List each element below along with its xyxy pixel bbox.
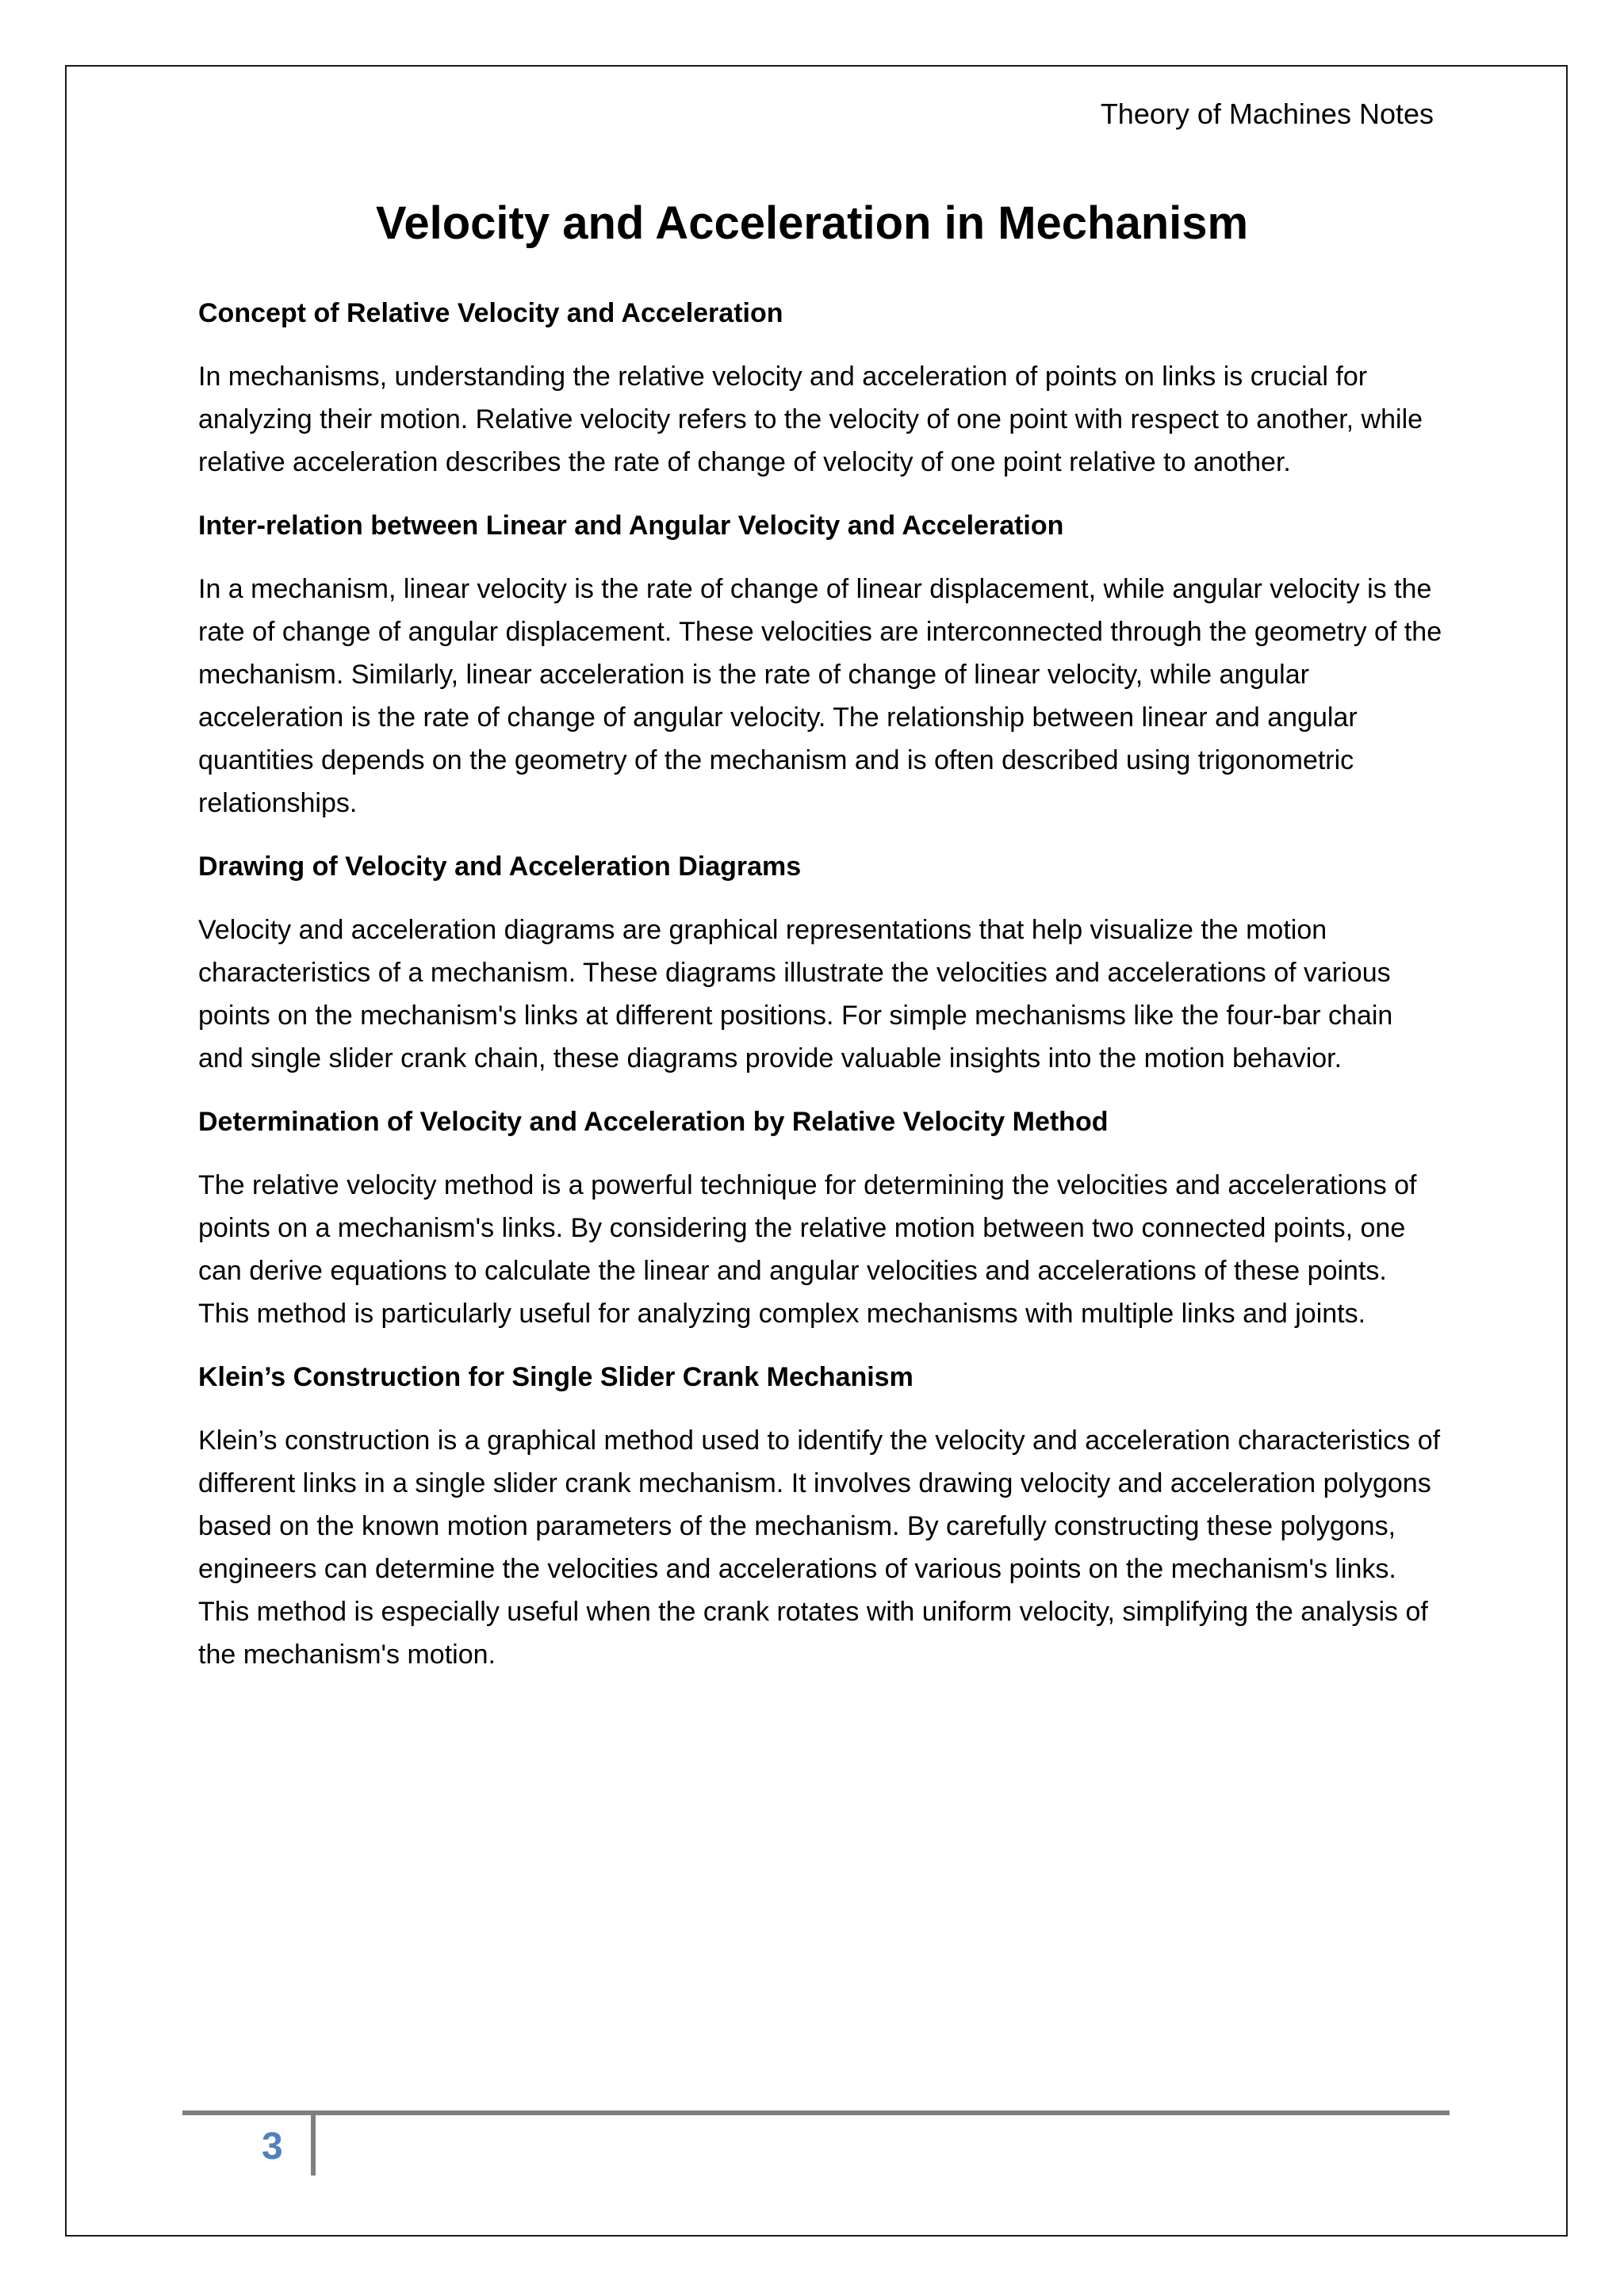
running-header: Theory of Machines Notes xyxy=(1100,98,1434,130)
section-paragraph: Klein’s construction is a graphical method used to identify the velocity and acceleration characteristics of different links in a single slider crank mechanism. It involves drawing velocity and acceleration polygons based on the known motion parameters of the mechanism. By carefully constructing these polygons, engineers can determine the velocities and accelerations of various points on the mechanism's links. This method is especially useful when the crank rotates with uniform velocity, simplifying the analysis of the mechanism's motion. xyxy=(198,1425,1441,1670)
section-relative-velocity-method xyxy=(198,1102,1443,1335)
section-kleins-construction xyxy=(198,1357,1443,1676)
section-heading: Concept of Relative Velocity and Acceleration xyxy=(198,298,783,328)
section-heading: Determination of Velocity and Acceleration by Relative Velocity Method xyxy=(198,1107,1109,1137)
section-linear-angular-interrelation xyxy=(198,506,1443,825)
section-heading: Klein’s Construction for Single Slider Crank Mechanism xyxy=(198,1362,914,1392)
section-heading: Drawing of Velocity and Acceleration Diagrams xyxy=(198,851,802,882)
section-relative-velocity-concept xyxy=(198,293,1443,484)
section-paragraph: Velocity and acceleration diagrams are graphical representations that help visualize the motion characteristics of a mechanism. These diagrams illustrate the velocities and accelerations of various points on the mechanism's links at different positions. For simple mechanisms like the four-bar chain and single slider crank chain, these diagrams provide valuable insights into the motion behavior. xyxy=(198,915,1393,1073)
section-paragraph: In mechanisms, understanding the relative velocity and acceleration of points on links is crucial for analyzing their motion. Relative velocity refers to the velocity of one point with respect to another, while relative acceleration describes the rate of change of velocity of one point relative to another. xyxy=(198,362,1423,477)
page-number: 3 xyxy=(262,2126,283,2168)
section-velocity-acceleration-diagrams xyxy=(198,847,1443,1080)
section-paragraph: The relative velocity method is a powerful technique for determining the velocities and accelerations of points on a mechanism's links. By considering the relative motion between two connected points, one can derive equations to calculate the linear and angular velocities and accelerations of these points. This method is particularly useful for analyzing complex mechanisms with multiple links and joints. xyxy=(198,1170,1417,1329)
section-paragraph: In a mechanism, linear velocity is the rate of change of linear displacement, while angular velocity is the rate of change of angular displacement. These velocities are interconnected through the geometry of the mechanism. Similarly, linear acceleration is the rate of change of linear velocity, while angular acceleration is the rate of change of angular velocity. The relationship between linear and angular quantities depends on the geometry of the mechanism and is often described using trigonometric relationships. xyxy=(198,574,1442,818)
section-heading: Inter-relation between Linear and Angular Velocity and Acceleration xyxy=(198,511,1064,541)
footer-divider xyxy=(311,2115,316,2175)
footer-rule xyxy=(182,2110,1450,2115)
document-body xyxy=(198,293,1443,1698)
page-title: Velocity and Acceleration in Mechanism xyxy=(375,197,1249,249)
